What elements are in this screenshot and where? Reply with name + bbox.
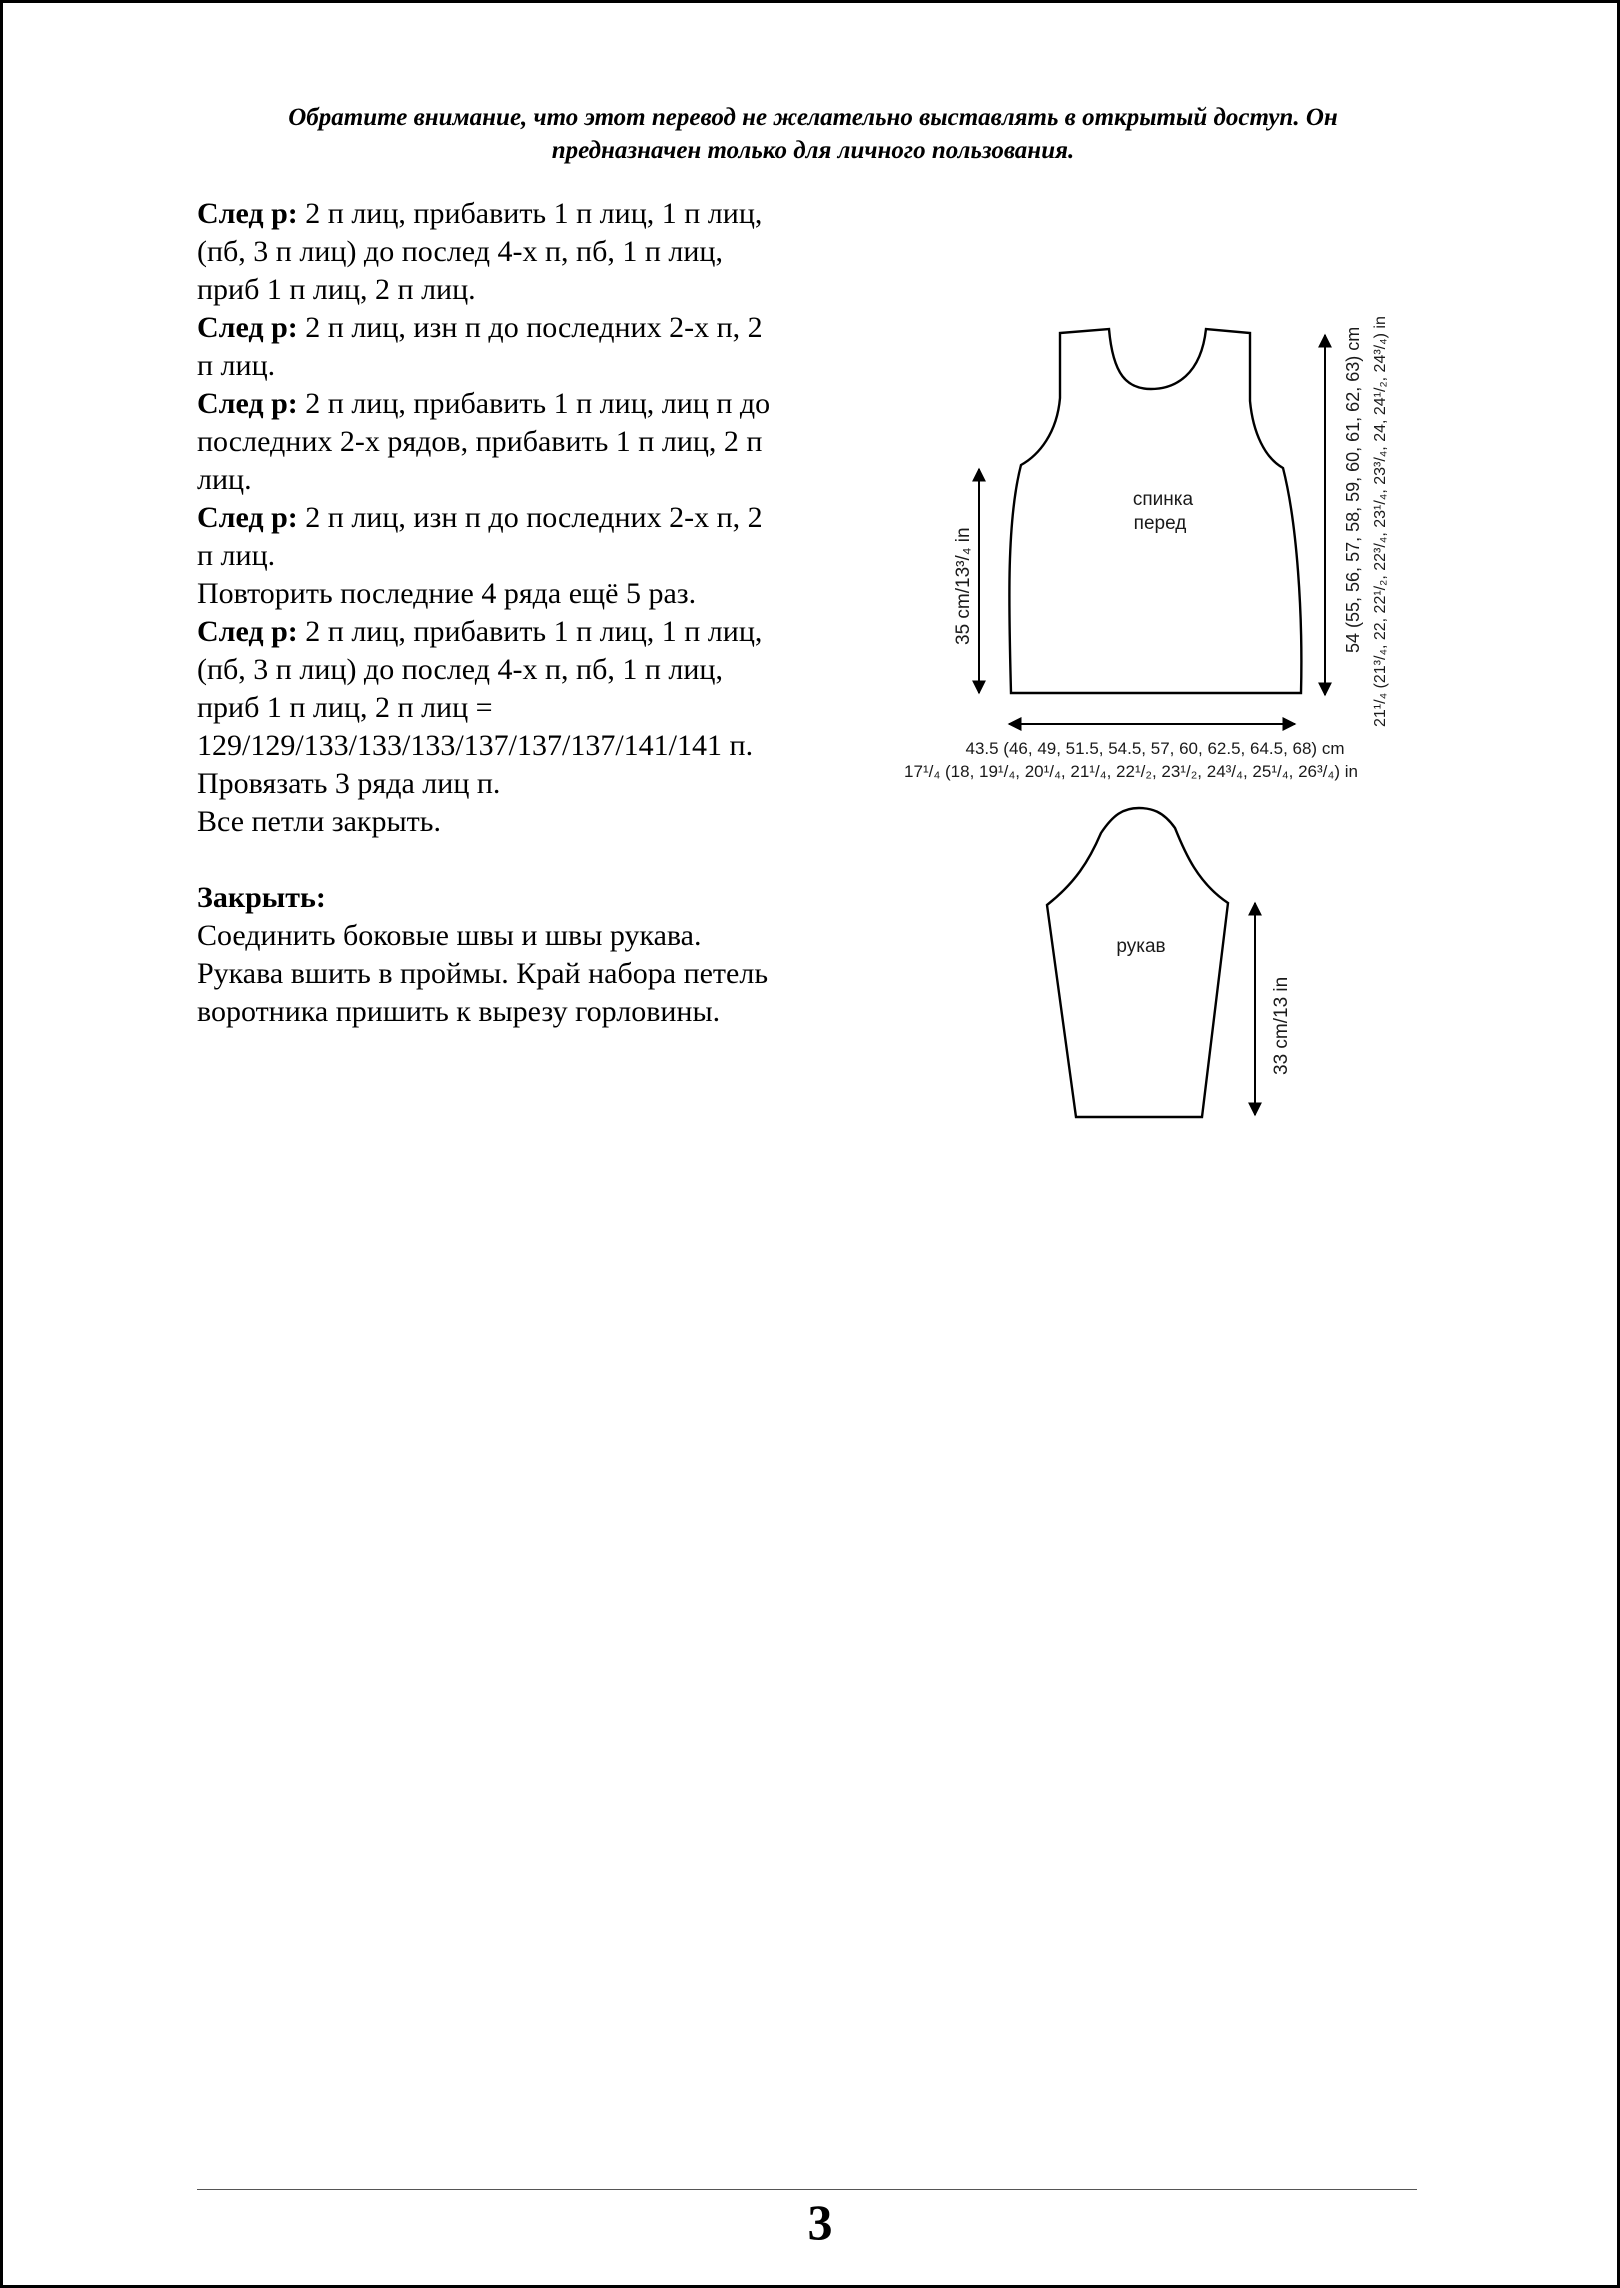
row-text: Все петли закрыть. [197,805,441,838]
sleeve-label: рукав [1116,936,1166,957]
body-label-front: перед [1133,513,1187,534]
width-label-in: 17¹/₄ (18, 19¹/₄, 20¹/₄, 21¹/₄, 22¹/₂, 23¹/₂, 24³/₄, 25¹/₄, 26³/₄) in [904,762,1358,781]
row-label: След р: [197,501,298,534]
row-text: 2 п лиц, прибавить 1 п лиц, лиц п до последних 2-х рядов, прибавить 1 п лиц, 2 п лиц. [197,387,771,496]
sleeve-outline [1047,808,1228,1117]
row-text: 2 п лиц, изн п до последних 2-х п, 2 п лиц. [197,501,763,572]
row-text: 2 п лиц, изн п до последних 2-х п, 2 п лиц. [197,311,763,382]
closing-text: Соединить боковые швы и швы рукава. Рукава вшить в проймы. Край набора петель воротника пришить к вырезу горловины. [197,919,769,1028]
privacy-notice: Обратите внимание, что этот перевод не желательно выставлять в открытый доступ. Он предназначен только для личного пользования. [288,104,1338,164]
garment-schematic [3,3,1620,1203]
row-label: След р: [197,311,298,344]
body-length-label-in: 21¹/₄ (21³/₄, 22, 22¹/₂, 22³/₄, 23¹/₄, 23³/₄, 24, 24¹/₂, 24³/₄) in [1372,316,1389,727]
row-label: След р: [197,387,298,420]
row-text: 2 п лиц, прибавить 1 п лиц, 1 п лиц, (пб, 3 п лиц) до послед 4-х п, пб, 1 п лиц, приб 1 п лиц, 2 п лиц = 129/129/133/133/133/137/137/137/141/141 п. [197,615,763,762]
row-text: Провязать 3 ряда лиц п. [197,767,501,800]
page-number: 3 [807,2194,833,2250]
body-outline [1009,329,1301,693]
side-length-label: 35 cm/13³/₄ in [953,527,974,645]
closing-heading-label: Закрыть: [197,881,326,914]
row-label: След р: [197,197,298,230]
row-label: След р: [197,615,298,648]
width-label-cm: 43.5 (46, 49, 51.5, 54.5, 57, 60, 62.5, 64.5, 68) cm [965,739,1345,758]
row-text: 2 п лиц, прибавить 1 п лиц, 1 п лиц, (пб, 3 п лиц) до послед 4-х п, пб, 1 п лиц, приб 1 п лиц, 2 п лиц. [197,197,763,306]
sleeve-length-label: 33 cm/13 in [1271,976,1292,1075]
body-length-label: 54 (55, 56, 57, 58, 59, 60, 61, 62, 63) cm [1343,326,1363,653]
footer-divider [197,2189,1417,2190]
body-label-back: спинка [1132,489,1194,510]
row-text: Повторить последние 4 ряда ещё 5 раз. [197,577,697,610]
